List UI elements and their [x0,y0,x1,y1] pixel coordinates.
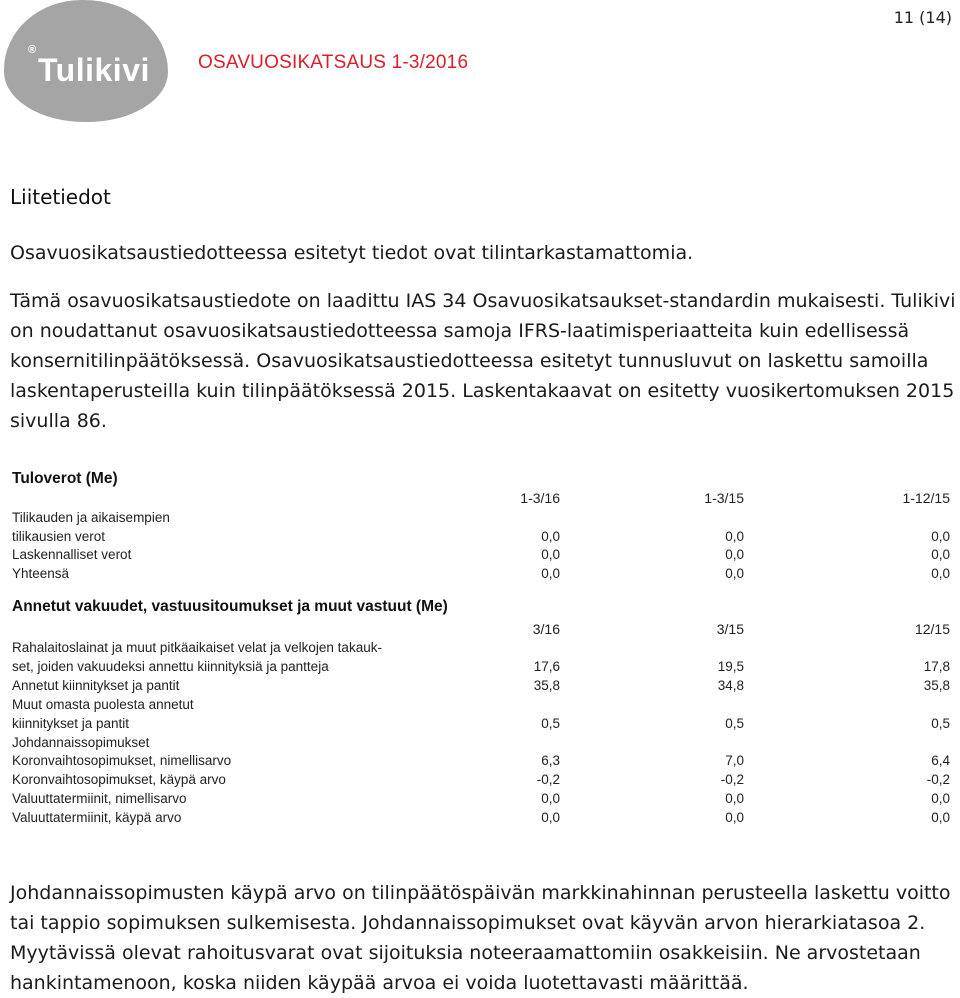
row-label: Valuuttatermiinit, käypä arvo [12,810,182,826]
paragraph-derivatives-note: Johdannaissopimusten käypä arvo on tilinpäätöspäivän markkinahinnan perusteella laskettu voitto tai tappio sopimuksen sulkemisesta. Johdannaissopimukset ovat käyvän arvon hierarkiatasoa 2. Myytävissä olevat rahoitusvarat ovat sijoituksia noteeraamattomiin osakkeisiin. Ne arvostetaan hankintamenoon, koska niiden käypää arvoa ei voida luotettavasti määrittää. [10,882,951,994]
column-header: 1-12/15 [902,490,950,506]
cell-value: 0,0 [931,528,950,544]
table-row [12,678,950,697]
table-row [12,659,950,678]
cell-value: 0,5 [931,715,950,731]
guarantees-table-title: Annetut vakuudet, vastuusitoumukset ja muut vastuut (Me) [12,598,448,615]
logo-registered-mark: ® [28,44,37,56]
row-label: Annetut kiinnitykset ja pantit [12,677,180,693]
row-label: kiinnitykset ja pantit [12,715,130,731]
table-row [12,772,950,791]
table-row [12,716,950,735]
cell-value: 0,5 [725,715,744,731]
cell-value: 0,0 [931,547,950,563]
cell-value: 0,0 [931,810,950,826]
column-header: 3/15 [716,621,744,637]
row-label: Rahalaitoslainat ja muut pitkäaikaiset velat ja velkojen takauk- [12,640,382,655]
cell-value: 0,0 [541,791,560,807]
cell-value: 35,8 [923,677,950,693]
logo-wordmark: Tulikivi [38,52,150,88]
column-header: 12/15 [914,621,950,637]
cell-value: 6,3 [541,753,560,769]
row-label: Koronvaihtosopimukset, käypä arvo [12,772,226,788]
cell-value: -0,2 [536,772,560,788]
tax-table-header [12,490,950,509]
cell-value: 0,0 [541,566,560,582]
cell-value: 0,0 [931,566,950,582]
section-heading: Liitetiedot [10,185,111,209]
table-row [12,640,950,659]
table-row [12,735,950,754]
row-label: Yhteensä [12,566,70,582]
cell-value: 0,0 [541,810,560,826]
table-row [12,529,950,548]
cell-value: -0,2 [720,772,744,788]
row-label: Koronvaihtosopimukset, nimellisarvo [12,753,232,769]
guarantees-table-header [12,621,950,640]
table-row [12,810,950,829]
table-row [12,697,950,716]
row-label: Valuuttatermiinit, nimellisarvo [12,791,187,807]
cell-value: 0,0 [725,528,744,544]
report-title: OSAVUOSIKATSAUS 1-3/2016 [198,52,469,73]
cell-value: 17,6 [533,658,560,674]
tulikivi-logo [4,0,168,122]
cell-value: 35,8 [533,677,560,693]
cell-value: 0,0 [931,791,950,807]
guarantees-table [12,598,950,826]
cell-value: 7,0 [725,753,744,769]
row-label: Laskennalliset verot [12,547,132,563]
cell-value: 0,0 [725,566,744,582]
cell-value: -0,2 [926,772,950,788]
cell-value: 0,0 [541,528,560,544]
row-label: tilikausien verot [12,528,106,544]
column-header: 1-3/16 [520,490,560,506]
tax-table [12,470,950,582]
table-row [12,510,950,529]
table-row [12,753,950,772]
column-header: 3/16 [532,621,560,637]
cell-value: 17,8 [923,658,950,674]
cell-value: 0,0 [541,547,560,563]
row-label: Tilikauden ja aikaisempien [12,510,170,525]
cell-value: 0,0 [725,810,744,826]
cell-value: 0,5 [541,715,560,731]
row-label: Muut omasta puolesta annetut [12,696,194,712]
row-label: Johdannaissopimukset [12,734,150,750]
paragraph-unaudited: Osavuosikatsaustiedotteessa esitetyt tiedot ovat tilintarkastamattomia. [10,242,694,264]
tax-table-title: Tuloverot (Me) [12,470,118,487]
table-row [12,566,950,585]
page-number: 11 (14) [893,8,952,27]
cell-value: 0,0 [725,547,744,563]
row-label: set, joiden vakuudeksi annettu kiinnityksiä ja pantteja [12,658,329,674]
cell-value: 0,0 [725,791,744,807]
column-header: 1-3/15 [704,490,744,506]
cell-value: 19,5 [717,658,744,674]
cell-value: 6,4 [931,753,950,769]
cell-value: 34,8 [717,677,744,693]
table-row [12,791,950,810]
paragraph-accounting-principles: Tämä osavuosikatsaustiedote on laadittu IAS 34 Osavuosikatsaukset-standardin mukaisesti. Tulikivi on noudattanut osavuosikatsaustiedotteessa samoja IFRS-laatimisperiaatteita kuin edellisessä konsernitilinpäätöksessä. Osavuosikatsaustiedotteessa esitetyt tunnusluvut on laskettu samoilla laskentaperusteilla kuin tilinpäätöksessä 2015. Laskentakaavat on esitetty vuosikertomuksen 2015 sivulla 86. [10,290,956,432]
table-row [12,547,950,566]
